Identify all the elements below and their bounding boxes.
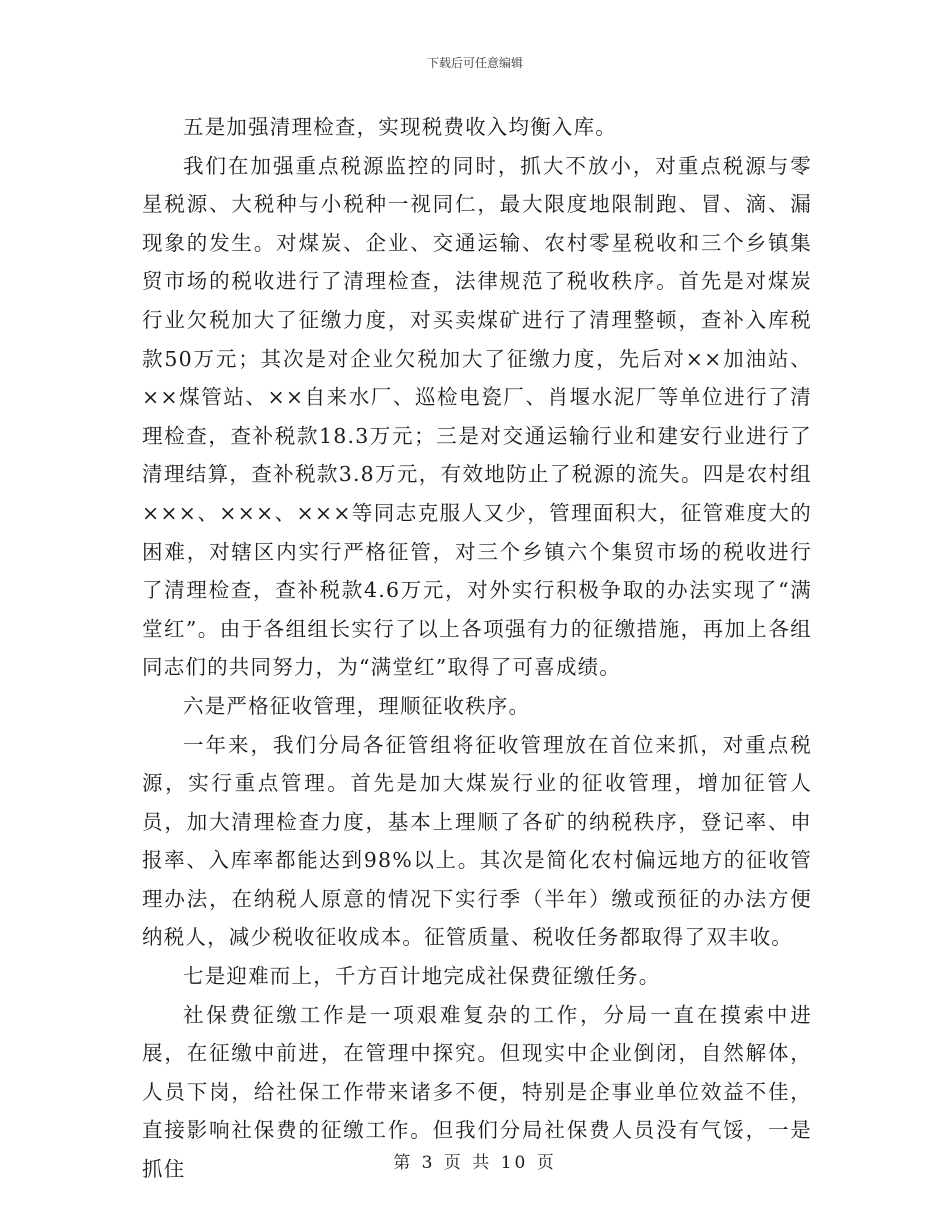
page-number: 第 3 页 共 10 页 (393, 1153, 557, 1173)
paragraph: 六是严格征收管理，理顺征收秩序。 (183, 693, 531, 718)
document-body (142, 108, 812, 1189)
paragraph: 社保费征缴工作是一项艰难复杂的工作，分局一直在摸索中进展，在征缴中前进，在管理中探究。但现实中企业倒闭，自然解体，人员下岗，给社保工作带来诸多不便，特别是企事业单位效益不佳，直接影响社保费的征缴工作。但我们分局社保费人员没有气馁，一是抓住 (142, 1002, 812, 1182)
paragraph: 一年来，我们分局各征管组将征收管理放在首位来抓，对重点税源，实行重点管理。首先是加大煤炭行业的征收管理，增加征管人员，加大清理检查力度，基本上理顺了各矿的纳税秩序，登记率、申报率、入库率都能达到98%以上。其次是简化农村偏远地方的征收管理办法，在纳税人原意的情况下实行季（半年）缴或预征的办法方便纳税人，减少税收征收成本。征管质量、税收任务都取得了双丰收。 (142, 732, 812, 950)
paragraph: 我们在加强重点税源监控的同时，抓大不放小，对重点税源与零星税源、大税种与小税种一视同仁，最大限度地限制跑、冒、滴、漏现象的发生。对煤炭、企业、交通运输、农村零星税收和三个乡镇集贸市场的税收进行了清理检查，法律规范了税收秩序。首先是对煤炭行业欠税加大了征缴力度，对买卖煤矿进行了清理整顿，查补入库税款50万元；其次是对企业欠税加大了征缴力度，先后对××加油站、××煤管站、××自来水厂、巡检电瓷厂、肖堰水泥厂等单位进行了清理检查，查补税款18.3万元；三是对交通运输行业和建安行业进行了清理结算，查补税款3.8万元，有效地防止了税源的流失。四是农村组×××、×××、×××等同志克服人又少，管理面积大，征管难度大的困难，对辖区内实行严格征管，对三个乡镇六个集贸市场的税收进行了清理检查，查补税款4.6万元，对外实行积极争取的办法实现了“满堂红”。由于各组组长实行了以上各项强有力的征缴措施，再加上各组同志们的共同努力，为“满堂红”取得了可喜成绩。 (142, 153, 812, 680)
paragraph: 七是迎难而上，千方百计地完成社保费征缴任务。 (183, 964, 661, 989)
paragraph: 五是加强清理检查，实现税费收入均衡入库。 (183, 115, 617, 139)
page-header: 下载后可任意编辑 (426, 56, 523, 70)
